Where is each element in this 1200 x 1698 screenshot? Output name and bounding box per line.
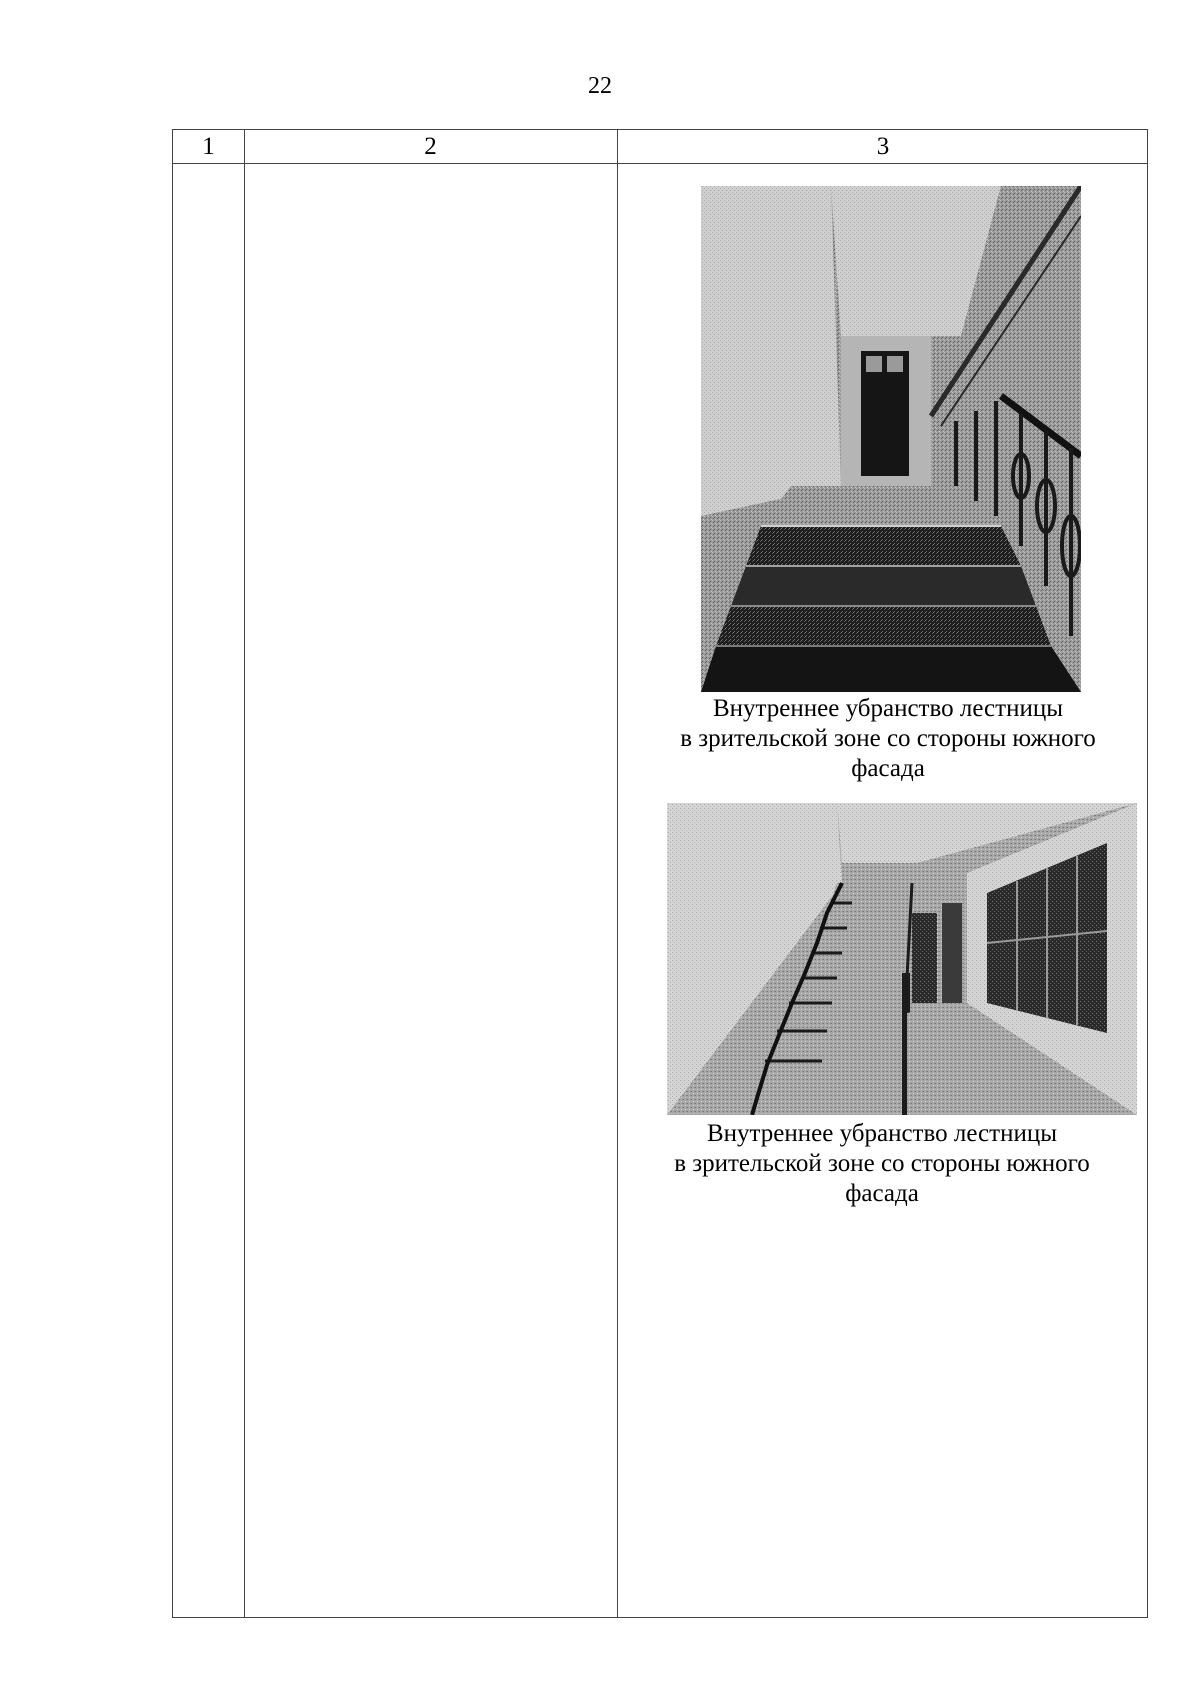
column-divider-1 — [244, 130, 245, 1617]
column-header-3: 3 — [876, 133, 890, 160]
column-header-2: 2 — [424, 133, 437, 160]
staircase-photo-2 — [667, 803, 1137, 1115]
column-divider-2 — [617, 130, 618, 1617]
page-number: 22 — [588, 73, 612, 99]
photo-1-caption: Внутреннее убранство лестницы в зрительской зоне со стороны южного фасада — [680, 695, 1096, 782]
staircase-photo-1 — [701, 186, 1081, 692]
header-divider — [173, 163, 1147, 164]
photo-2-caption: Внутреннее убранство лестницы в зрительской зоне со стороны южного фасада — [674, 1120, 1090, 1207]
column-header-1: 1 — [202, 133, 215, 160]
